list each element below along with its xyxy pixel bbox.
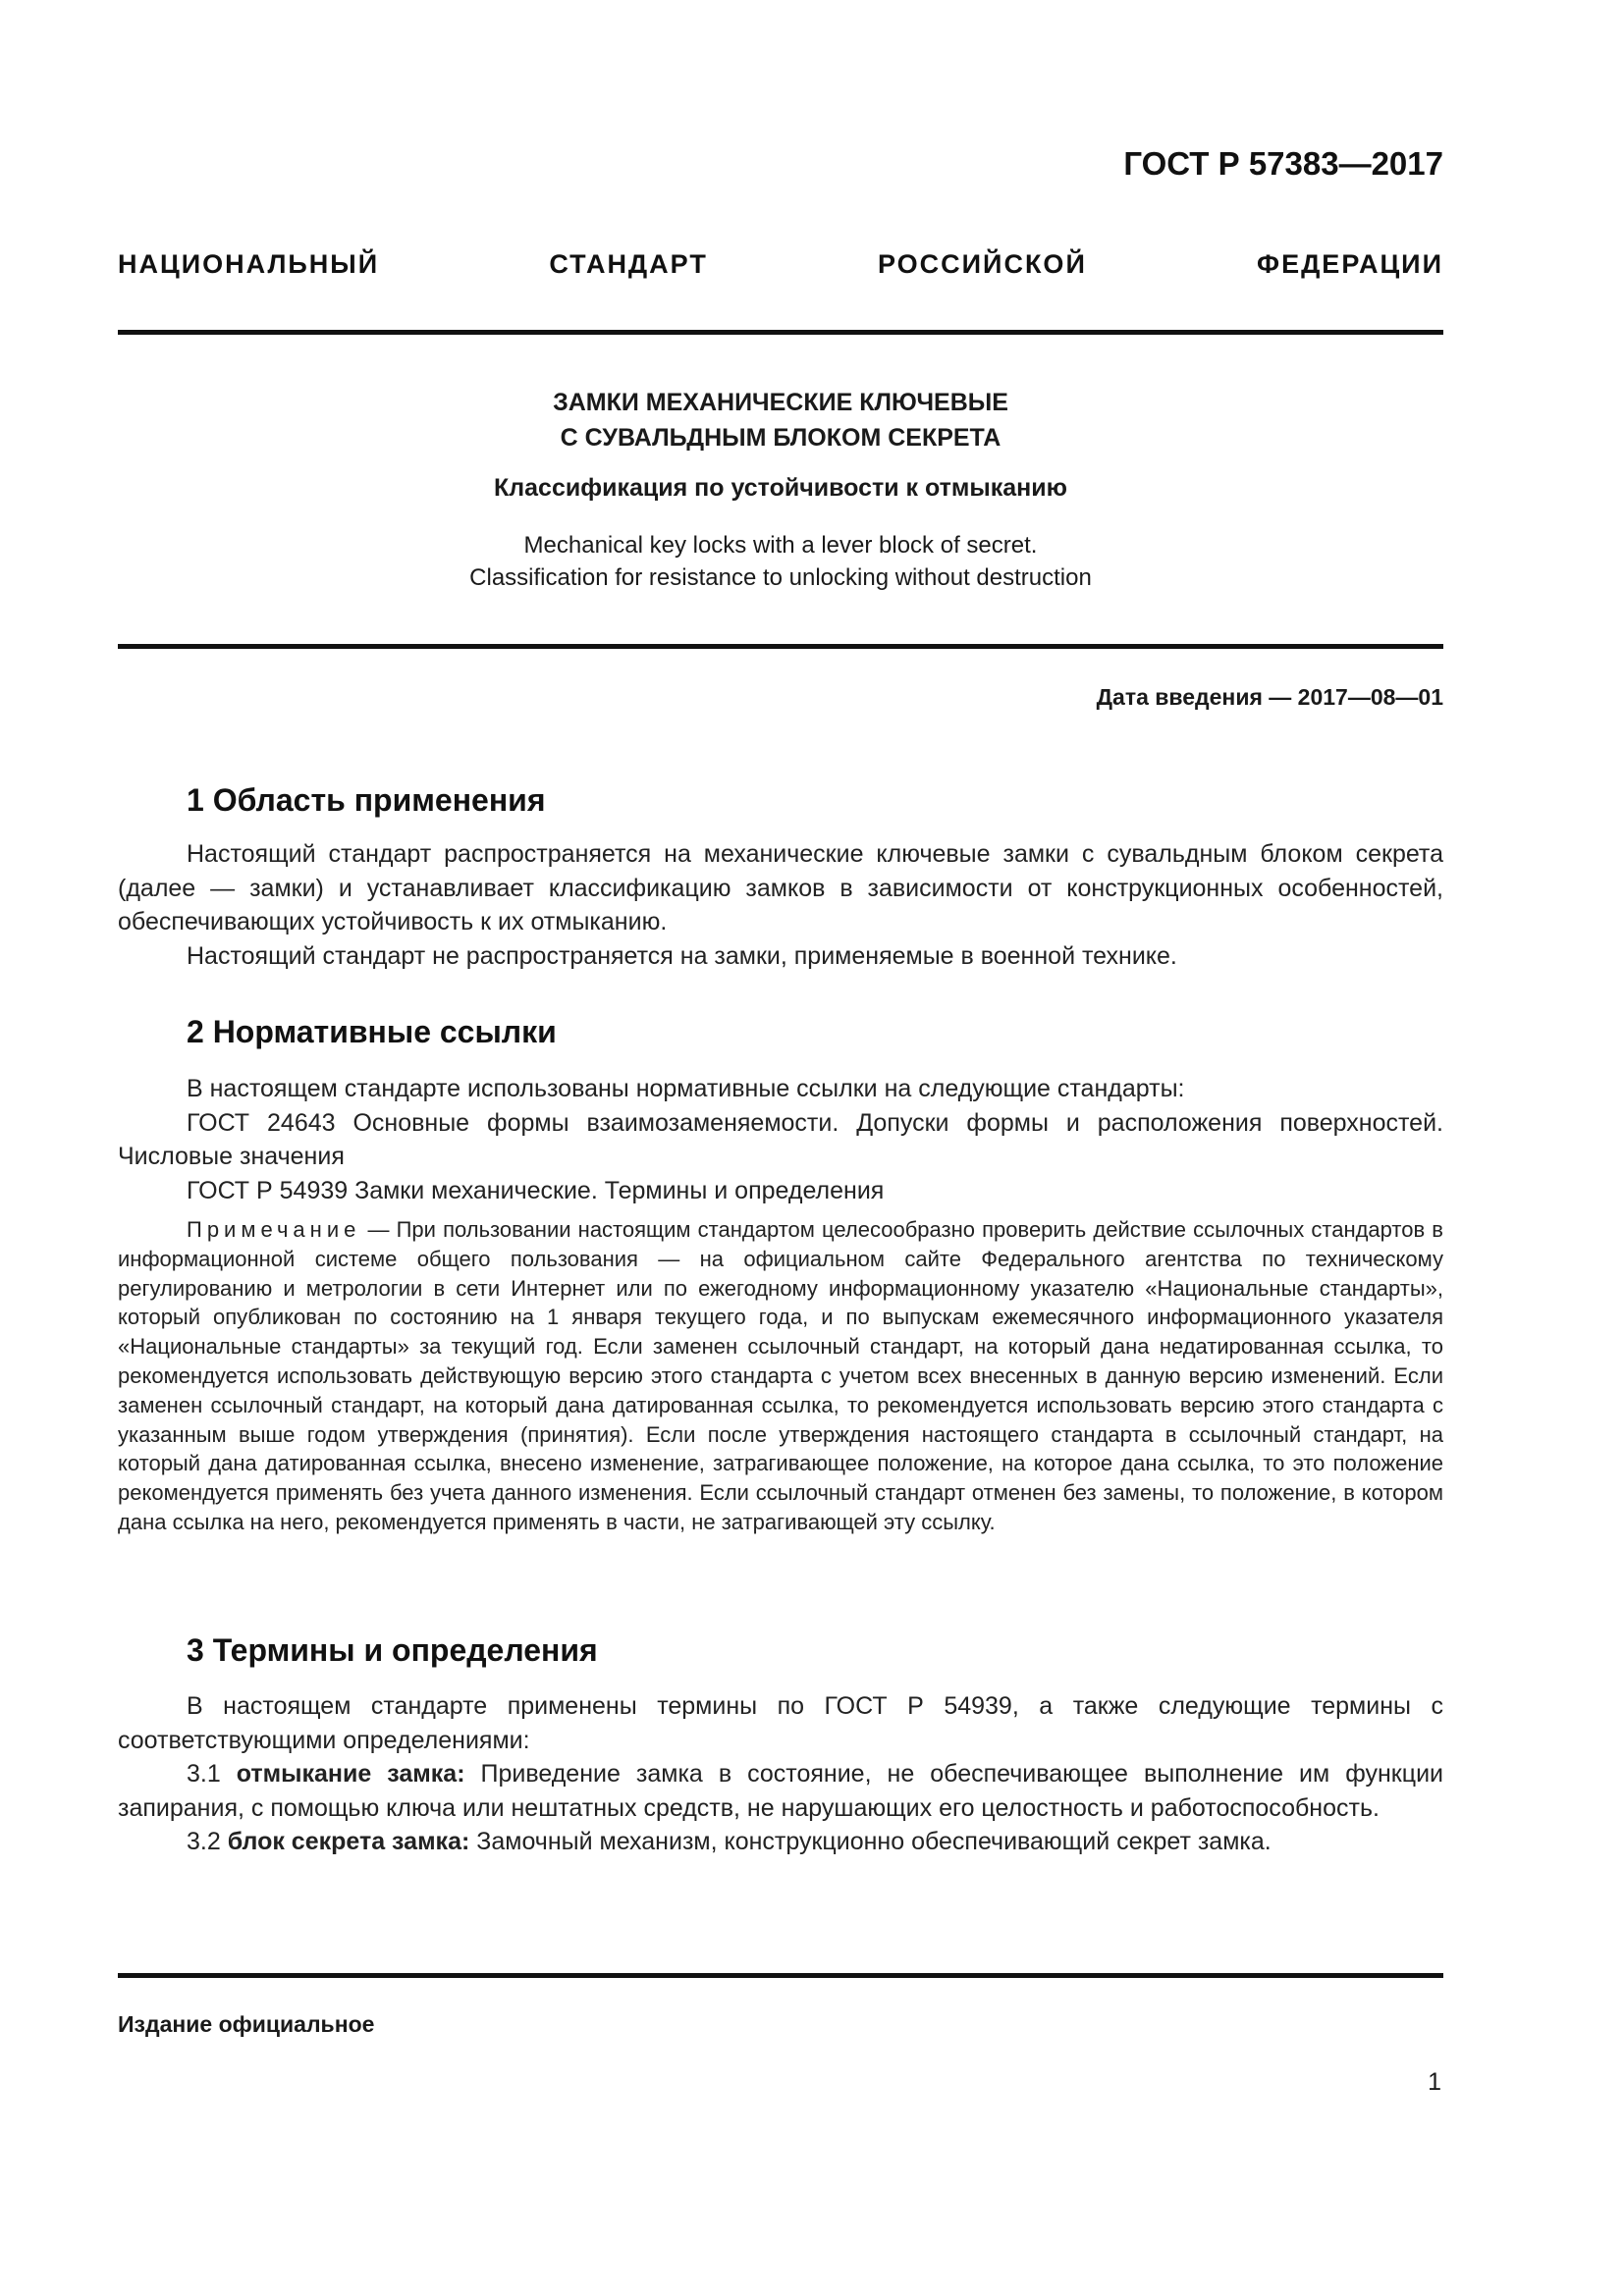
section-1-paragraph-2: Настоящий стандарт не распространяется на замки, применяемые в военной технике. bbox=[187, 941, 1177, 970]
document-title bbox=[118, 385, 1443, 455]
section-3-heading: 3 Термины и определения bbox=[187, 1632, 598, 1668]
section-1-body bbox=[118, 837, 1443, 973]
section-2-reference-1: ГОСТ 24643 Основные формы взаимозаменяемости. Допуски формы и расположения поверхностей. Числовые значения bbox=[118, 1108, 1443, 1170]
top-divider bbox=[118, 330, 1443, 335]
title-divider bbox=[118, 644, 1443, 649]
page-number: 1 bbox=[1428, 2068, 1441, 2096]
section-3-paragraph-1: В настоящем стандарте применены термины по ГОСТ Р 54939, а также следующие термины с соответствующими определениями: bbox=[118, 1692, 1443, 1754]
section-2-note bbox=[118, 1215, 1443, 1537]
section-2-heading: 2 Нормативные ссылки bbox=[187, 1014, 557, 1049]
term-3-1-number: 3.1 bbox=[187, 1760, 237, 1788]
national-standard-banner: НАЦИОНАЛЬНЫЙ СТАНДАРТ РОССИЙСКОЙ ФЕДЕРАЦИИ bbox=[118, 249, 1443, 279]
footer-divider bbox=[118, 1973, 1443, 1978]
english-title-line-2: Classification for resistance to unlocking without destruction bbox=[469, 564, 1092, 591]
title-line-1: ЗАМКИ МЕХАНИЧЕСКИЕ КЛЮЧЕВЫЕ bbox=[553, 389, 1008, 416]
term-3-1-definition: Приведение замка в состояние, не обеспечивающее выполнение им функции запирания, с помощью ключа или нештатных средств, не нарушающих его целостность и работоспособность. bbox=[118, 1760, 1443, 1822]
note-label: Примечание bbox=[187, 1217, 361, 1242]
note-text: — При пользовании настоящим стандартом целесообразно проверить действие ссылочных стандартов в информационной системе общего пользования — на официальном сайте Федерального агентства по техническому регулированию и метрологии в сети Интернет или по ежегодному информационному указателю «Национальные стандарты», который опубликован по состоянию на 1 января текущего года, и по выпускам ежемесячного информационного указателя «Национальные стандарты» за текущий год. Если заменен ссылочный стандарт, на который дана недатированная ссылка, то рекомендуется использовать действующую версию этого стандарта с учетом всех внесенных в данную версию изменений. Если заменен ссылочный стандарт, на который дана датированная ссылка, то рекомендуется использовать версию этого стандарта с указанным выше годом утверждения (принятия). Если после утверждения настоящего стандарта в ссылочный стандарт, на который дана датированная ссылка, внесено изменение, затрагивающее положение, на которое дана ссылка, то это положение рекомендуется применять без учета данного изменения. Если ссылочный стандарт отменен без замены, то положение, в котором дана ссылка на него, рекомендуется применять в части, не затрагивающей эту ссылку. bbox=[118, 1217, 1443, 1534]
english-title-line-1: Mechanical key locks with a lever block of secret. bbox=[523, 532, 1038, 559]
term-3-2-definition: Замочный механизм, конструкционно обеспечивающий секрет замка. bbox=[469, 1828, 1272, 1855]
term-3-1 bbox=[118, 1757, 1443, 1825]
english-title bbox=[118, 529, 1443, 594]
section-2-reference-2: ГОСТ Р 54939 Замки механические. Термины и определения bbox=[187, 1176, 885, 1204]
term-3-1-name: отмыкание замка: bbox=[236, 1760, 465, 1788]
term-3-2-number: 3.2 bbox=[187, 1828, 228, 1855]
document-number: ГОСТ Р 57383—2017 bbox=[1123, 145, 1443, 182]
term-3-2-name: блок секрета замка: bbox=[227, 1828, 470, 1855]
section-2-body bbox=[118, 1072, 1443, 1207]
document-subtitle: Классификация по устойчивости к отмыканию bbox=[494, 474, 1067, 502]
section-2-paragraph-1: В настоящем стандарте использованы нормативные ссылки на следующие стандарты: bbox=[187, 1075, 1185, 1102]
section-1-heading: 1 Область применения bbox=[187, 782, 546, 818]
term-3-2 bbox=[118, 1825, 1443, 1859]
intro-date: Дата введения — 2017—08—01 bbox=[1096, 684, 1443, 710]
official-edition-label: Издание официальное bbox=[118, 2011, 375, 2037]
section-1-paragraph-1: Настоящий стандарт распространяется на механические ключевые замки с сувальдным блоком секрета (далее — замки) и устанавливает классификацию замков в зависимости от конструкционных особенностей, обеспечивающих устойчивость к их отмыканию. bbox=[118, 840, 1443, 935]
section-3-body bbox=[118, 1689, 1443, 1859]
title-line-2: С СУВАЛЬДНЫМ БЛОКОМ СЕКРЕТА bbox=[560, 424, 1001, 452]
